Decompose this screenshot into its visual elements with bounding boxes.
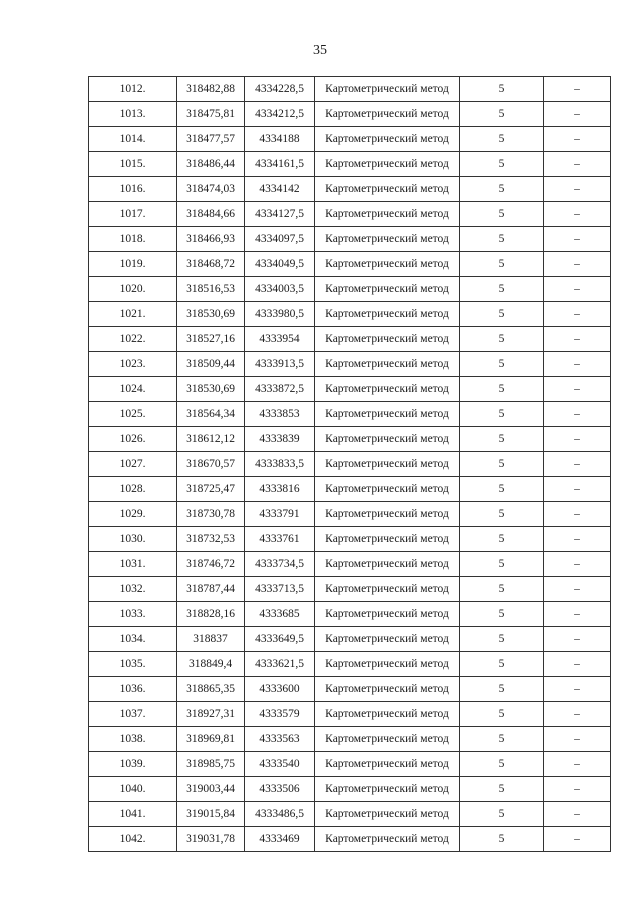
point-number-cell: 1019. xyxy=(89,252,177,277)
method-cell: Картометрический метод xyxy=(315,802,460,827)
y-coordinate-cell: 4333761 xyxy=(245,527,315,552)
accuracy-cell: 5 xyxy=(460,177,544,202)
point-number-cell: 1028. xyxy=(89,477,177,502)
note-cell: – xyxy=(544,202,611,227)
accuracy-cell: 5 xyxy=(460,752,544,777)
x-coordinate-cell: 318466,93 xyxy=(177,227,245,252)
note-cell: – xyxy=(544,477,611,502)
method-cell: Картометрический метод xyxy=(315,552,460,577)
accuracy-cell: 5 xyxy=(460,702,544,727)
table-row xyxy=(89,627,611,652)
table-row xyxy=(89,177,611,202)
point-number-cell: 1024. xyxy=(89,377,177,402)
method-cell: Картометрический метод xyxy=(315,477,460,502)
method-cell: Картометрический метод xyxy=(315,777,460,802)
point-number-cell: 1029. xyxy=(89,502,177,527)
note-cell: – xyxy=(544,502,611,527)
point-number-cell: 1030. xyxy=(89,527,177,552)
note-cell: – xyxy=(544,452,611,477)
note-cell: – xyxy=(544,177,611,202)
table-row xyxy=(89,827,611,852)
x-coordinate-cell: 318477,57 xyxy=(177,127,245,152)
method-cell: Картометрический метод xyxy=(315,302,460,327)
x-coordinate-cell: 318474,03 xyxy=(177,177,245,202)
y-coordinate-cell: 4333839 xyxy=(245,427,315,452)
note-cell: – xyxy=(544,602,611,627)
point-number-cell: 1042. xyxy=(89,827,177,852)
note-cell: – xyxy=(544,752,611,777)
accuracy-cell: 5 xyxy=(460,302,544,327)
table-row xyxy=(89,477,611,502)
table-row xyxy=(89,377,611,402)
x-coordinate-cell: 318969,81 xyxy=(177,727,245,752)
x-coordinate-cell: 318787,44 xyxy=(177,577,245,602)
method-cell: Картометрический метод xyxy=(315,702,460,727)
point-number-cell: 1039. xyxy=(89,752,177,777)
x-coordinate-cell: 318670,57 xyxy=(177,452,245,477)
method-cell: Картометрический метод xyxy=(315,602,460,627)
table-row xyxy=(89,802,611,827)
note-cell: – xyxy=(544,102,611,127)
point-number-cell: 1035. xyxy=(89,652,177,677)
method-cell: Картометрический метод xyxy=(315,127,460,152)
point-number-cell: 1021. xyxy=(89,302,177,327)
method-cell: Картометрический метод xyxy=(315,827,460,852)
y-coordinate-cell: 4334142 xyxy=(245,177,315,202)
point-number-cell: 1034. xyxy=(89,627,177,652)
x-coordinate-cell: 318746,72 xyxy=(177,552,245,577)
accuracy-cell: 5 xyxy=(460,202,544,227)
accuracy-cell: 5 xyxy=(460,802,544,827)
table-row xyxy=(89,777,611,802)
accuracy-cell: 5 xyxy=(460,327,544,352)
method-cell: Картометрический метод xyxy=(315,427,460,452)
y-coordinate-cell: 4333649,5 xyxy=(245,627,315,652)
x-coordinate-cell: 318730,78 xyxy=(177,502,245,527)
point-number-cell: 1020. xyxy=(89,277,177,302)
method-cell: Картометрический метод xyxy=(315,402,460,427)
x-coordinate-cell: 318484,66 xyxy=(177,202,245,227)
point-number-cell: 1017. xyxy=(89,202,177,227)
note-cell: – xyxy=(544,527,611,552)
x-coordinate-cell: 318530,69 xyxy=(177,377,245,402)
note-cell: – xyxy=(544,152,611,177)
x-coordinate-cell: 318516,53 xyxy=(177,277,245,302)
table-row xyxy=(89,327,611,352)
x-coordinate-cell: 318837 xyxy=(177,627,245,652)
method-cell: Картометрический метод xyxy=(315,727,460,752)
y-coordinate-cell: 4334049,5 xyxy=(245,252,315,277)
accuracy-cell: 5 xyxy=(460,602,544,627)
method-cell: Картометрический метод xyxy=(315,77,460,102)
table-row xyxy=(89,527,611,552)
y-coordinate-cell: 4333980,5 xyxy=(245,302,315,327)
table-row xyxy=(89,252,611,277)
x-coordinate-cell: 318482,88 xyxy=(177,77,245,102)
x-coordinate-cell: 318985,75 xyxy=(177,752,245,777)
x-coordinate-cell: 318475,81 xyxy=(177,102,245,127)
accuracy-cell: 5 xyxy=(460,827,544,852)
point-number-cell: 1014. xyxy=(89,127,177,152)
point-number-cell: 1031. xyxy=(89,552,177,577)
y-coordinate-cell: 4333506 xyxy=(245,777,315,802)
y-coordinate-cell: 4334097,5 xyxy=(245,227,315,252)
accuracy-cell: 5 xyxy=(460,77,544,102)
point-number-cell: 1032. xyxy=(89,577,177,602)
point-number-cell: 1018. xyxy=(89,227,177,252)
table-row xyxy=(89,152,611,177)
note-cell: – xyxy=(544,252,611,277)
method-cell: Картометрический метод xyxy=(315,252,460,277)
accuracy-cell: 5 xyxy=(460,252,544,277)
accuracy-cell: 5 xyxy=(460,127,544,152)
point-number-cell: 1026. xyxy=(89,427,177,452)
method-cell: Картометрический метод xyxy=(315,327,460,352)
table-row xyxy=(89,277,611,302)
note-cell: – xyxy=(544,302,611,327)
y-coordinate-cell: 4333734,5 xyxy=(245,552,315,577)
method-cell: Картометрический метод xyxy=(315,177,460,202)
point-number-cell: 1023. xyxy=(89,352,177,377)
method-cell: Картометрический метод xyxy=(315,652,460,677)
x-coordinate-cell: 318732,53 xyxy=(177,527,245,552)
x-coordinate-cell: 318865,35 xyxy=(177,677,245,702)
table-row xyxy=(89,227,611,252)
point-number-cell: 1040. xyxy=(89,777,177,802)
y-coordinate-cell: 4333791 xyxy=(245,502,315,527)
table-row xyxy=(89,302,611,327)
accuracy-cell: 5 xyxy=(460,227,544,252)
y-coordinate-cell: 4334188 xyxy=(245,127,315,152)
y-coordinate-cell: 4333816 xyxy=(245,477,315,502)
method-cell: Картометрический метод xyxy=(315,277,460,302)
x-coordinate-cell: 319003,44 xyxy=(177,777,245,802)
y-coordinate-cell: 4333853 xyxy=(245,402,315,427)
method-cell: Картометрический метод xyxy=(315,502,460,527)
y-coordinate-cell: 4334228,5 xyxy=(245,77,315,102)
y-coordinate-cell: 4333579 xyxy=(245,702,315,727)
y-coordinate-cell: 4333469 xyxy=(245,827,315,852)
x-coordinate-cell: 318725,47 xyxy=(177,477,245,502)
table-row xyxy=(89,602,611,627)
method-cell: Картометрический метод xyxy=(315,527,460,552)
note-cell: – xyxy=(544,352,611,377)
y-coordinate-cell: 4333713,5 xyxy=(245,577,315,602)
y-coordinate-cell: 4333600 xyxy=(245,677,315,702)
y-coordinate-cell: 4333872,5 xyxy=(245,377,315,402)
accuracy-cell: 5 xyxy=(460,102,544,127)
page-number: 35 xyxy=(313,43,327,58)
y-coordinate-cell: 4333486,5 xyxy=(245,802,315,827)
x-coordinate-cell: 318927,31 xyxy=(177,702,245,727)
accuracy-cell: 5 xyxy=(460,727,544,752)
point-number-cell: 1012. xyxy=(89,77,177,102)
x-coordinate-cell: 318527,16 xyxy=(177,327,245,352)
table-row xyxy=(89,652,611,677)
note-cell: – xyxy=(544,377,611,402)
point-number-cell: 1016. xyxy=(89,177,177,202)
table-row xyxy=(89,702,611,727)
note-cell: – xyxy=(544,777,611,802)
y-coordinate-cell: 4333954 xyxy=(245,327,315,352)
accuracy-cell: 5 xyxy=(460,627,544,652)
point-number-cell: 1022. xyxy=(89,327,177,352)
method-cell: Картометрический метод xyxy=(315,627,460,652)
x-coordinate-cell: 318828,16 xyxy=(177,602,245,627)
table-row xyxy=(89,577,611,602)
method-cell: Картометрический метод xyxy=(315,677,460,702)
note-cell: – xyxy=(544,552,611,577)
x-coordinate-cell: 318612,12 xyxy=(177,427,245,452)
y-coordinate-cell: 4333563 xyxy=(245,727,315,752)
x-coordinate-cell: 319031,78 xyxy=(177,827,245,852)
point-number-cell: 1025. xyxy=(89,402,177,427)
note-cell: – xyxy=(544,77,611,102)
y-coordinate-cell: 4333913,5 xyxy=(245,352,315,377)
point-number-cell: 1013. xyxy=(89,102,177,127)
point-number-cell: 1027. xyxy=(89,452,177,477)
table-row xyxy=(89,402,611,427)
y-coordinate-cell: 4334161,5 xyxy=(245,152,315,177)
accuracy-cell: 5 xyxy=(460,777,544,802)
accuracy-cell: 5 xyxy=(460,452,544,477)
accuracy-cell: 5 xyxy=(460,552,544,577)
table-row xyxy=(89,677,611,702)
y-coordinate-cell: 4333833,5 xyxy=(245,452,315,477)
note-cell: – xyxy=(544,427,611,452)
note-cell: – xyxy=(544,827,611,852)
note-cell: – xyxy=(544,577,611,602)
accuracy-cell: 5 xyxy=(460,402,544,427)
x-coordinate-cell: 318486,44 xyxy=(177,152,245,177)
point-number-cell: 1036. xyxy=(89,677,177,702)
x-coordinate-cell: 318509,44 xyxy=(177,352,245,377)
table-row xyxy=(89,727,611,752)
point-number-cell: 1041. xyxy=(89,802,177,827)
x-coordinate-cell: 318849,4 xyxy=(177,652,245,677)
method-cell: Картометрический метод xyxy=(315,352,460,377)
accuracy-cell: 5 xyxy=(460,352,544,377)
y-coordinate-cell: 4333540 xyxy=(245,752,315,777)
table-row xyxy=(89,552,611,577)
note-cell: – xyxy=(544,652,611,677)
note-cell: – xyxy=(544,402,611,427)
note-cell: – xyxy=(544,327,611,352)
accuracy-cell: 5 xyxy=(460,427,544,452)
point-number-cell: 1015. xyxy=(89,152,177,177)
y-coordinate-cell: 4333685 xyxy=(245,602,315,627)
accuracy-cell: 5 xyxy=(460,527,544,552)
method-cell: Картометрический метод xyxy=(315,452,460,477)
x-coordinate-cell: 318530,69 xyxy=(177,302,245,327)
y-coordinate-cell: 4334003,5 xyxy=(245,277,315,302)
point-number-cell: 1033. xyxy=(89,602,177,627)
y-coordinate-cell: 4333621,5 xyxy=(245,652,315,677)
note-cell: – xyxy=(544,627,611,652)
x-coordinate-cell: 319015,84 xyxy=(177,802,245,827)
table-row xyxy=(89,427,611,452)
table-row xyxy=(89,202,611,227)
accuracy-cell: 5 xyxy=(460,477,544,502)
method-cell: Картометрический метод xyxy=(315,202,460,227)
table-row xyxy=(89,77,611,102)
table-row xyxy=(89,102,611,127)
accuracy-cell: 5 xyxy=(460,652,544,677)
table-row xyxy=(89,502,611,527)
table-row xyxy=(89,127,611,152)
note-cell: – xyxy=(544,127,611,152)
method-cell: Картометрический метод xyxy=(315,227,460,252)
method-cell: Картометрический метод xyxy=(315,577,460,602)
x-coordinate-cell: 318564,34 xyxy=(177,402,245,427)
method-cell: Картометрический метод xyxy=(315,377,460,402)
x-coordinate-cell: 318468,72 xyxy=(177,252,245,277)
table-row xyxy=(89,352,611,377)
accuracy-cell: 5 xyxy=(460,152,544,177)
note-cell: – xyxy=(544,677,611,702)
note-cell: – xyxy=(544,227,611,252)
note-cell: – xyxy=(544,702,611,727)
accuracy-cell: 5 xyxy=(460,577,544,602)
method-cell: Картометрический метод xyxy=(315,102,460,127)
accuracy-cell: 5 xyxy=(460,677,544,702)
method-cell: Картометрический метод xyxy=(315,152,460,177)
y-coordinate-cell: 4334127,5 xyxy=(245,202,315,227)
note-cell: – xyxy=(544,727,611,752)
method-cell: Картометрический метод xyxy=(315,752,460,777)
table-body xyxy=(89,77,611,852)
table-row xyxy=(89,452,611,477)
point-number-cell: 1038. xyxy=(89,727,177,752)
accuracy-cell: 5 xyxy=(460,502,544,527)
accuracy-cell: 5 xyxy=(460,377,544,402)
table-row xyxy=(89,752,611,777)
accuracy-cell: 5 xyxy=(460,277,544,302)
coordinates-table xyxy=(88,76,611,852)
y-coordinate-cell: 4334212,5 xyxy=(245,102,315,127)
note-cell: – xyxy=(544,277,611,302)
point-number-cell: 1037. xyxy=(89,702,177,727)
note-cell: – xyxy=(544,802,611,827)
